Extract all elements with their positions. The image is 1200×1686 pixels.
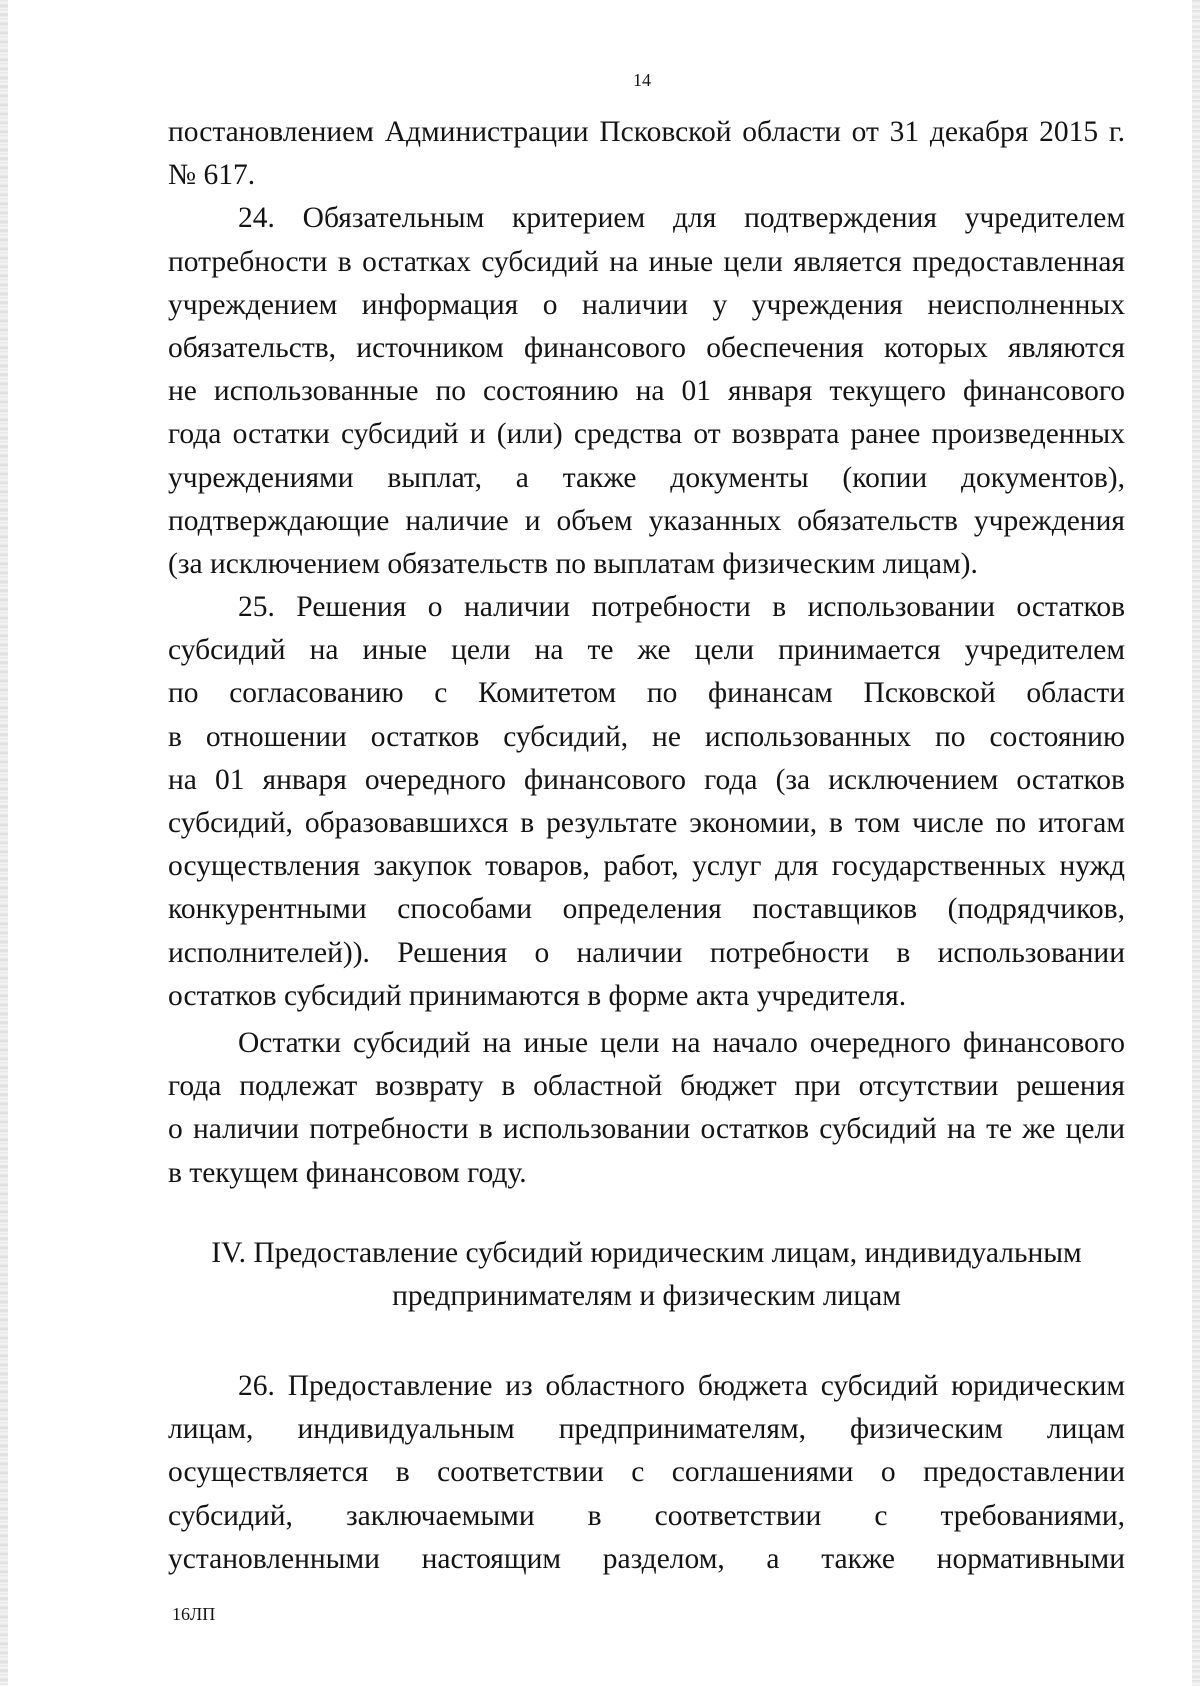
text-line: субсидий, заключаемыми в соответствии с требованиями, [168, 1499, 1125, 1532]
section-heading-line-1: IV. Предоставление субсидий юридическим лицам, индивидуальным [211, 1237, 1082, 1269]
paragraph-25-first-line: 25. Решения о наличии потребности в использовании остатков [238, 591, 1125, 624]
text-line: исполнителей)). Решения о наличии потребности в использовании [168, 936, 1125, 969]
text-line: постановлением Администрации Псковской области от 31 декабря 2015 г. [168, 116, 1125, 148]
text-line: обязательств, источником финансового обеспечения которых являются [168, 331, 1125, 364]
text-line: субсидий на иные цели на те же цели принимается учредителем [168, 634, 1125, 667]
text-line: в текущем финансовом году. [168, 1156, 527, 1189]
text-line: № 617. [168, 159, 256, 192]
text-line: учреждениями выплат, а также документы (копии документов), [168, 461, 1125, 494]
text-line: года остатки субсидий и (или) средства от возврата ранее произведенных [168, 418, 1125, 451]
paragraph-26-first-line: 26. Предоставление из областного бюджета субсидий юридическим [238, 1370, 1125, 1402]
text-line: потребности в остатках субсидий на иные цели является предоставленная [168, 245, 1125, 278]
text-line: установленными настоящим разделом, а также нормативными [168, 1542, 1125, 1575]
text-line: подтверждающие наличие и объем указанных обязательств учреждения [168, 504, 1125, 537]
footer-code: 16ЛП [172, 1604, 216, 1624]
section-heading [168, 1232, 1125, 1318]
text-line: года подлежат возврату в областной бюджет при отсутствии решения [168, 1070, 1125, 1103]
paragraph-26 [168, 1365, 1125, 1581]
section-heading-line-2: предпринимателям и физическим лицам [392, 1280, 901, 1313]
text-line: на 01 января очередного финансового года (за исключением остатков [168, 763, 1125, 796]
text-line: осуществляется в соответствии с соглашениями о предоставлении [168, 1456, 1125, 1489]
document-body [168, 111, 1125, 1195]
text-line: учреждением информация о наличии у учреждения неисполненных [168, 288, 1125, 321]
text-line: лицам, индивидуальным предпринимателям, физическим лицам [168, 1413, 1125, 1446]
scan-edge-right [1192, 0, 1200, 1686]
text-line: о наличии потребности в использовании остатков субсидий на те же цели [168, 1113, 1125, 1146]
text-line: по согласованию с Комитетом по финансам Псковской области [168, 677, 1125, 710]
text-line: конкурентными способами определения поставщиков (подрядчиков, [168, 893, 1125, 926]
paragraph-24-first-line: 24. Обязательным критерием для подтверждения учредителем [238, 202, 1125, 235]
text-line: остатков субсидий принимаются в форме акта учредителя. [168, 979, 907, 1012]
text-line: не использованные по состоянию на 01 января текущего финансового [168, 375, 1125, 408]
text-line: субсидий, образовавшихся в результате экономии, в том числе по итогам [168, 807, 1125, 839]
page-number: 14 [633, 70, 651, 90]
paragraph-remainders-first-line: Остатки субсидий на иные цели на начало очередного финансового [238, 1026, 1125, 1059]
text-line: (за исключением обязательств по выплатам физическим лицам). [168, 547, 978, 580]
text-line: в отношении остатков субсидий, не использованных по состоянию [168, 720, 1125, 753]
text-line: осуществления закупок товаров, работ, услуг для государственных нужд [168, 850, 1125, 883]
scan-edge-left [0, 0, 8, 1686]
